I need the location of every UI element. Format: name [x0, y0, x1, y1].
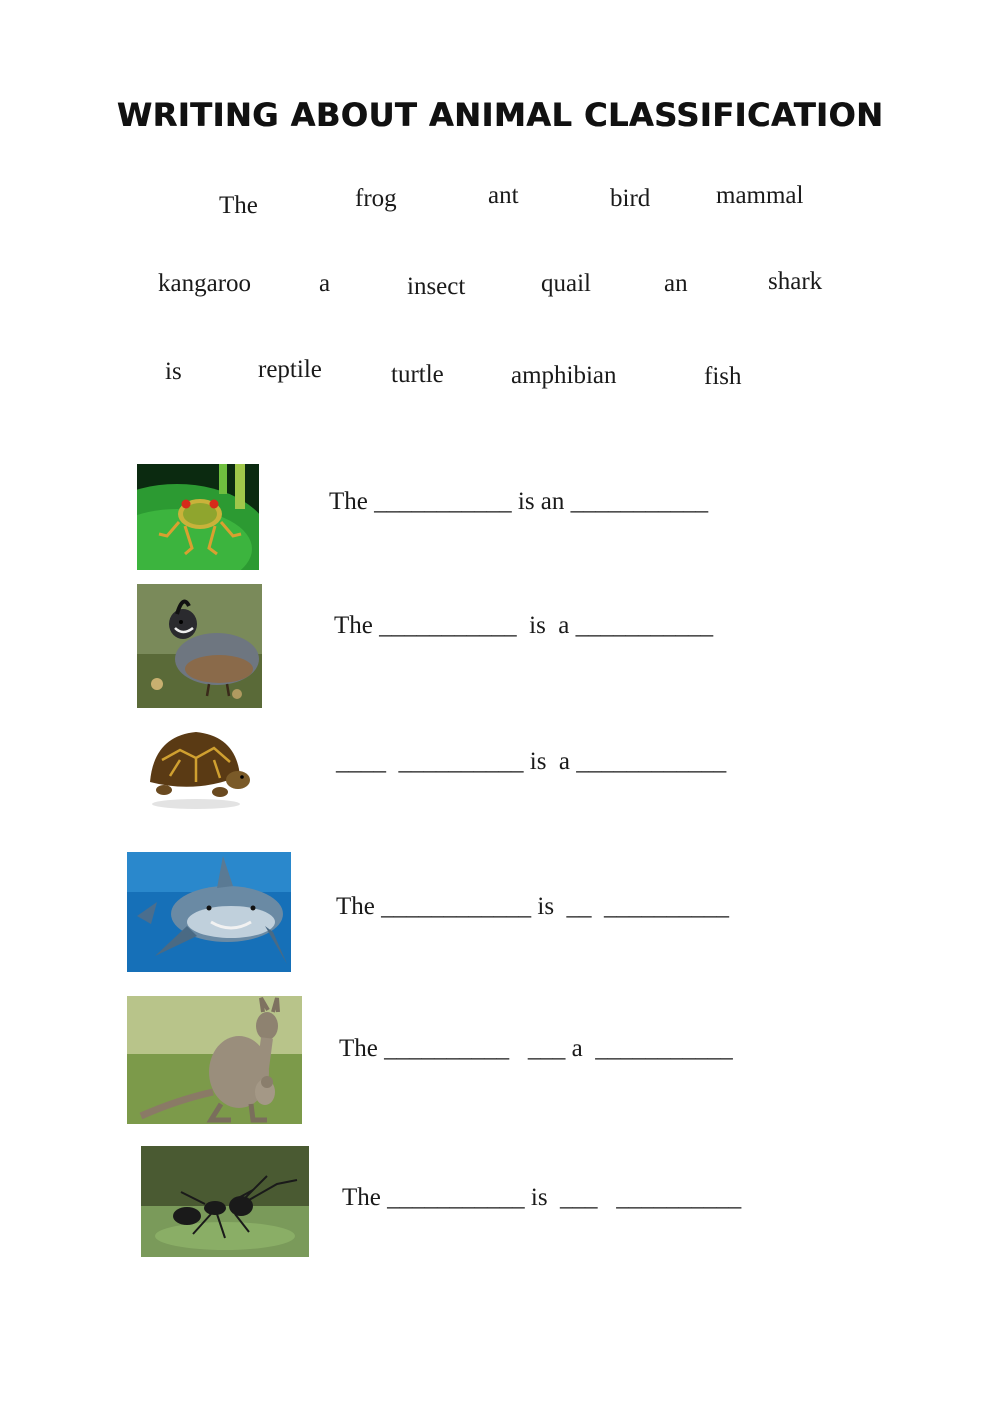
word-bank-item[interactable]: frog [355, 185, 397, 212]
exercise-sentence[interactable]: The ___________ is an ___________ [329, 488, 709, 515]
word-bank-item[interactable]: is [165, 358, 182, 385]
word-bank-item[interactable]: bird [610, 185, 651, 212]
word-bank-item[interactable]: an [664, 270, 688, 297]
word-bank-item[interactable]: turtle [391, 361, 444, 388]
word-bank-item[interactable]: a [319, 270, 331, 297]
ant-image [141, 1146, 309, 1257]
exercise-sentence[interactable]: The __________ ___ a ___________ [339, 1035, 733, 1062]
frog-image [137, 464, 259, 570]
word-bank-item[interactable]: quail [541, 270, 591, 297]
word-bank-item[interactable]: insect [407, 273, 466, 300]
word-bank-item[interactable]: fish [704, 363, 742, 390]
page-title: WRITING ABOUT ANIMAL CLASSIFICATION [116, 96, 884, 134]
word-bank-item[interactable]: shark [768, 268, 823, 295]
word-bank-item[interactable]: mammal [716, 182, 804, 209]
kangaroo-image [127, 996, 302, 1124]
exercise-sentence[interactable]: The ___________ is a ___________ [334, 612, 714, 639]
exercise-sentence[interactable]: The ___________ is ___ __________ [342, 1184, 742, 1211]
exercise-sentence[interactable]: The ____________ is __ __________ [336, 893, 730, 920]
word-bank-item[interactable]: reptile [258, 356, 322, 383]
word-bank-item[interactable]: amphibian [511, 362, 617, 389]
shark-image [127, 852, 291, 972]
turtle-image [140, 720, 252, 810]
quail-image [137, 584, 262, 708]
word-bank-item[interactable]: ant [488, 182, 519, 209]
word-bank-item[interactable]: kangaroo [158, 270, 252, 297]
exercise-sentence[interactable]: ____ __________ is a ____________ [336, 748, 727, 775]
word-bank-item[interactable]: The [219, 192, 258, 219]
